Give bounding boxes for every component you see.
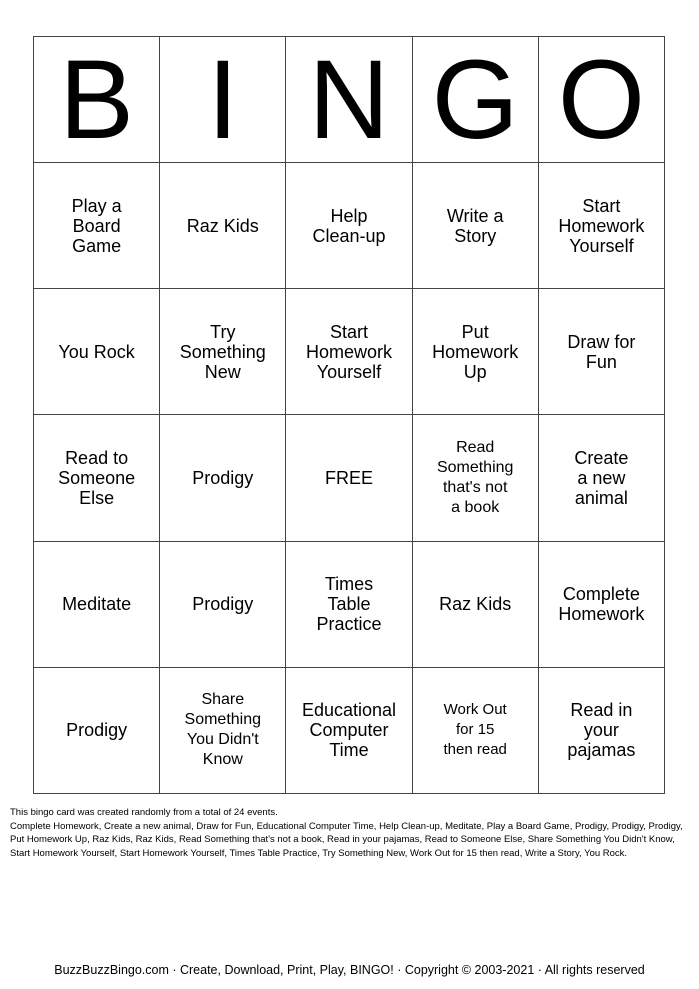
- free-space-cell: [286, 415, 412, 541]
- header-letter: G: [431, 37, 519, 162]
- cell-text: Prodigy: [192, 594, 254, 615]
- cell-text: Help Clean-up: [312, 205, 386, 246]
- cell-text: Share Something You Didn't Know: [184, 691, 262, 769]
- cell-text: Complete Homework: [558, 584, 645, 625]
- cell-text: Read in your pajamas: [567, 700, 636, 761]
- cell-text: Prodigy: [66, 720, 128, 741]
- bingo-cell: [34, 163, 160, 289]
- cell-text: Read to Someone Else: [58, 448, 136, 509]
- cell-text: Raz Kids: [186, 215, 259, 236]
- bingo-cell: [539, 668, 665, 794]
- bingo-cell: [160, 163, 286, 289]
- bingo-cell: [413, 163, 539, 289]
- bingo-cell: [34, 668, 160, 794]
- cell-text: Create a new animal: [574, 448, 629, 509]
- bingo-cell: [286, 668, 412, 794]
- bingo-cell: [539, 163, 665, 289]
- bingo-cell: [160, 542, 286, 668]
- cell-text: Read Something that's not a book: [436, 439, 514, 517]
- header-cell-g: [413, 37, 539, 163]
- cell-text: Meditate: [62, 594, 132, 615]
- cell-text: Start Homework Yourself: [558, 195, 645, 256]
- bingo-cell: [539, 542, 665, 668]
- header-letter: N: [308, 37, 390, 162]
- cell-text: Times Table Practice: [316, 574, 382, 635]
- bingo-cell: [539, 415, 665, 541]
- header-cell-b: [34, 37, 160, 163]
- bingo-cell: [286, 163, 412, 289]
- bingo-cell: [34, 289, 160, 415]
- cell-text: Try Something New: [179, 321, 266, 382]
- header-cell-n: [286, 37, 412, 163]
- cell-text: FREE: [324, 468, 373, 489]
- bingo-cell: [160, 668, 286, 794]
- footnote-events: Complete Homework, Create a new animal, Draw for Fun, Educational Computer Time, Help Clean-up, Meditate, Play a Board Game, Prodigy, Prodigy, Prodigy, Put Homework Up, Raz Kids, Raz Kids, Read Something that's not a book, Read in your pajamas, Read to Someone Else, Share Something You Didn't Know, Start Homework Yourself, Start Homework Yourself, Times Table Practice, Try Something New, Work Out for 15 then read, Write a Story, You Rock.: [10, 820, 683, 859]
- bingo-cell: [413, 415, 539, 541]
- cell-text: Put Homework Up: [432, 321, 519, 382]
- bingo-card: [33, 36, 665, 794]
- header-cell-o: [539, 37, 665, 163]
- cell-text: Write a Story: [446, 205, 504, 246]
- bingo-cell: [413, 289, 539, 415]
- cell-text: Start Homework Yourself: [305, 321, 392, 382]
- footnote-intro: This bingo card was created randomly from a total of 24 events.: [10, 807, 278, 818]
- cell-text: Educational Computer Time: [301, 700, 397, 761]
- bingo-cell: [160, 415, 286, 541]
- event-list-note: [10, 806, 690, 860]
- cell-text: Play a Board Game: [71, 195, 122, 256]
- bingo-cell: [160, 289, 286, 415]
- header-letter: B: [59, 37, 134, 162]
- bingo-cell: [34, 415, 160, 541]
- bingo-cell: [539, 289, 665, 415]
- cell-text: You Rock: [58, 341, 135, 362]
- cell-text: Draw for Fun: [567, 331, 636, 372]
- bingo-cell: [413, 668, 539, 794]
- header-letter: I: [207, 37, 239, 162]
- copyright-footer: BuzzBuzzBingo.com · Create, Download, Print, Play, BINGO! · Copyright © 2003-2021 · All rights reserved: [54, 963, 645, 977]
- header-cell-i: [160, 37, 286, 163]
- cell-text: Work Out for 15 then read: [443, 701, 507, 759]
- cell-text: Raz Kids: [439, 594, 512, 615]
- bingo-cell: [286, 542, 412, 668]
- cell-text: Prodigy: [192, 468, 254, 489]
- bingo-cell: [286, 289, 412, 415]
- header-letter: O: [557, 37, 645, 162]
- bingo-cell: [413, 542, 539, 668]
- bingo-cell: [34, 542, 160, 668]
